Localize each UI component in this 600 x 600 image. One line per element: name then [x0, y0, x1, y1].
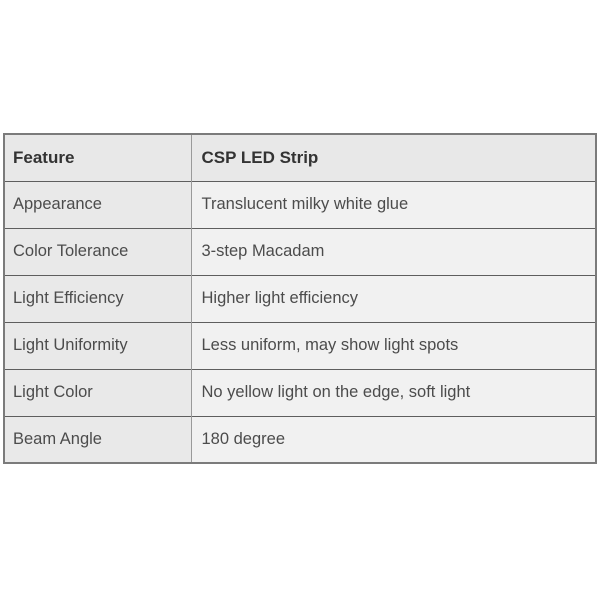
table-row [4, 228, 596, 275]
value-cell-beam-angle: 180 degree [191, 416, 596, 463]
feature-cell-light-efficiency: Light Efficiency [4, 275, 191, 322]
feature-cell-light-color: Light Color [4, 369, 191, 416]
column-header-csp-led-strip: CSP LED Strip [191, 134, 596, 181]
table-row [4, 275, 596, 322]
table-row [4, 369, 596, 416]
value-cell-light-color: No yellow light on the edge, soft light [191, 369, 596, 416]
feature-cell-appearance: Appearance [4, 181, 191, 228]
value-cell-appearance: Translucent milky white glue [191, 181, 596, 228]
feature-cell-color-tolerance: Color Tolerance [4, 228, 191, 275]
feature-cell-light-uniformity: Light Uniformity [4, 322, 191, 369]
table-header-row [4, 134, 596, 181]
value-cell-light-uniformity: Less uniform, may show light spots [191, 322, 596, 369]
table-row [4, 416, 596, 463]
value-cell-light-efficiency: Higher light efficiency [191, 275, 596, 322]
comparison-table [3, 133, 597, 464]
feature-cell-beam-angle: Beam Angle [4, 416, 191, 463]
table-row [4, 322, 596, 369]
table-row [4, 181, 596, 228]
column-header-feature: Feature [4, 134, 191, 181]
value-cell-color-tolerance: 3-step Macadam [191, 228, 596, 275]
